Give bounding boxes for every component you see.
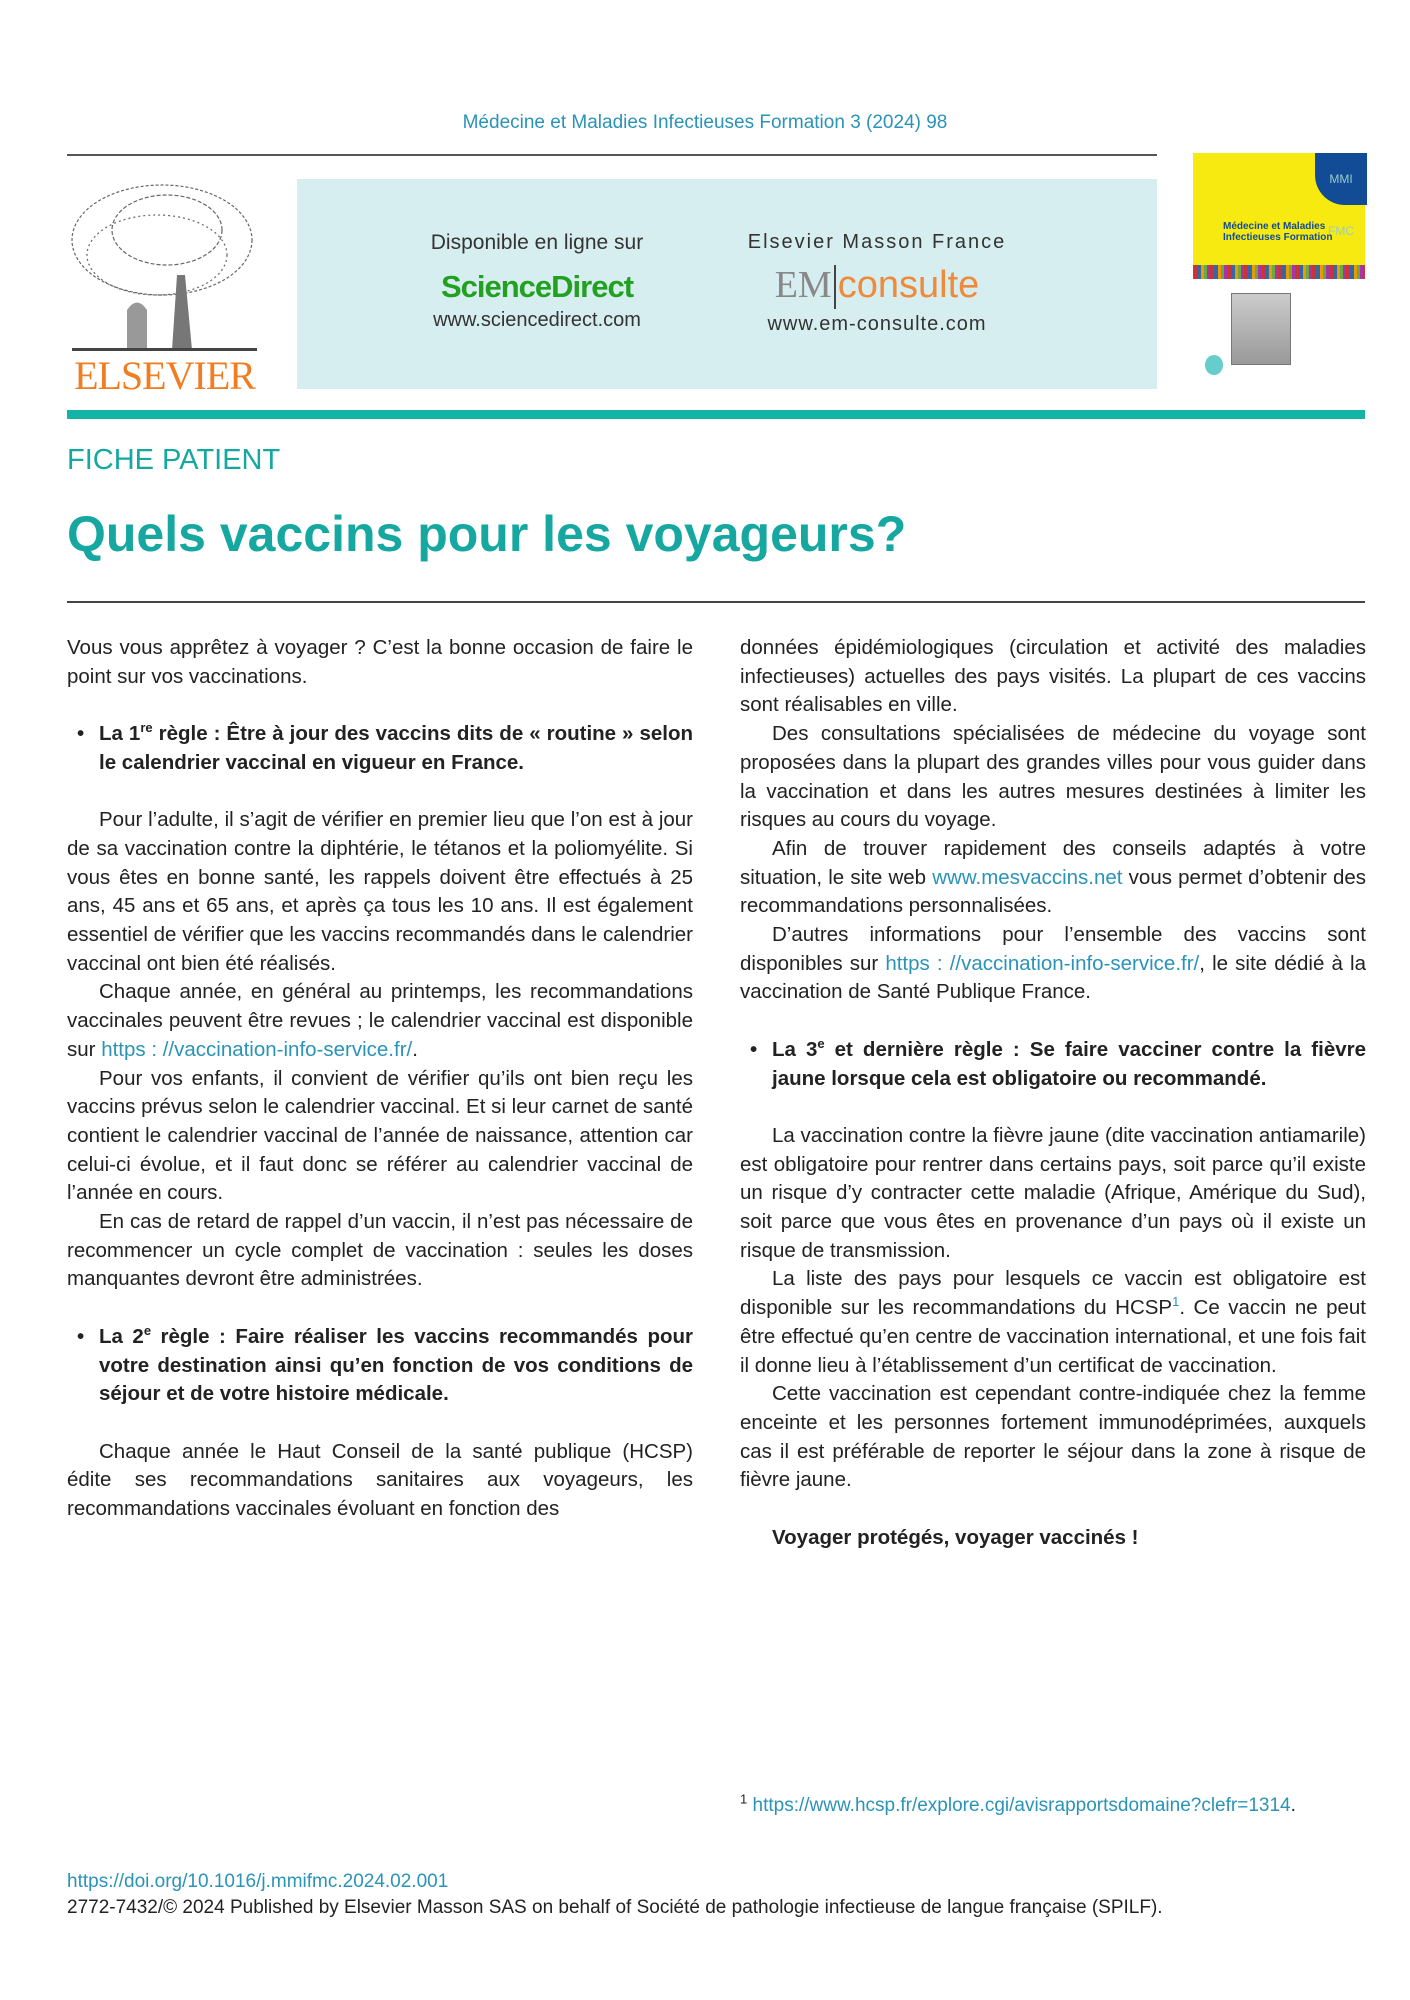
bullet-icon: •: [77, 722, 85, 746]
inline-link[interactable]: https : //vaccination-info-service.fr/: [885, 951, 1200, 975]
text-run: Cette vaccination est cependant contre-indiquée chez la femme enceinte et les personnes fortement immunodéprimées, auxquels cas il est préférable de reporter le séjour dans la zone à risque de fièvre jaune.: [740, 1382, 1366, 1492]
emconsulte-logo: [727, 263, 1027, 309]
publisher-label: Elsevier Masson France: [747, 231, 1007, 253]
emconsulte-url[interactable]: www.em-consulte.com: [767, 312, 987, 335]
article-type: FICHE PATIENT: [67, 444, 281, 476]
paragraph: [740, 1122, 1366, 1266]
consulte-logo-part: consulte: [837, 264, 980, 306]
text-run: règle : Faire réaliser les vaccins recommandés pour votre destination ainsi qu’en fonction de vos conditions de séjour et de votre histoire médicale.: [99, 1324, 693, 1406]
paragraph: [740, 1380, 1366, 1495]
inline-link[interactable]: www.mesvaccins.net: [932, 865, 1123, 889]
left-column: [67, 634, 693, 1524]
cover-badge: MMI FMC: [1315, 153, 1367, 205]
paragraph: [67, 806, 693, 978]
journal-citation: Médecine et Maladies Infectieuses Formation 3 (2024) 98: [462, 112, 948, 133]
text-run: . Ce vaccin ne peut être effectué qu’en centre de vaccination international, et une fois fait il donne lieu à l’établissement d’un certificat de vaccination.: [740, 1296, 1366, 1377]
text-run: D’autres informations pour l’ensemble des vaccins sont disponibles sur: [740, 923, 1366, 975]
closing-statement: [740, 1524, 1366, 1553]
text-run: Des consultations spécialisées de médecine du voyage sont proposées dans la plupart des grandes villes pour vous guider dans la vaccination et dans les autres mesures destinées à limiter les risques au cours du voyage.: [740, 722, 1366, 832]
text-run: Chaque année, en général au printemps, les recommandations vaccinales peuvent être revues ; le calendrier vaccinal est disponible sur: [67, 980, 693, 1061]
emconsulte-block[interactable]: [727, 231, 1027, 336]
em-logo-part: EM: [774, 264, 832, 306]
text-run: La 1: [99, 722, 141, 746]
text-run: règle : Être à jour des vaccins dits de « routine » selon le calendrier vaccinal en vigueur en France.: [99, 722, 693, 774]
elsevier-wordmark: ELSEVIER: [74, 353, 255, 398]
paragraph: [740, 1265, 1366, 1380]
paragraph: [67, 634, 693, 691]
text-run: Afin de trouver rapidement des conseils adaptés à votre situation, le site web: [740, 836, 1366, 889]
cover-stripes: [1193, 265, 1365, 279]
sciencedirect-logo: ScienceDirect: [440, 269, 634, 304]
text-run: données épidémiologiques (circulation et activité des maladies infectieuses) actuelles des pays visités. La plupart de ces vaccins sont réalisables en ville.: [740, 636, 1366, 717]
copyright-notice: 2772-7432/© 2024 Published by Elsevier Masson SAS on behalf of Société de pathologie infectieuse de langue française (SPILF).: [67, 1897, 1163, 1918]
right-column: [740, 634, 1366, 1552]
bullet-icon: •: [77, 1324, 85, 1348]
rule-heading: [67, 720, 693, 777]
rule-heading: [67, 1323, 693, 1409]
available-online-label: Disponible en ligne sur: [430, 231, 644, 254]
paragraph: [740, 720, 1366, 835]
sciencedirect-block[interactable]: [387, 231, 687, 332]
availability-banner: [297, 179, 1157, 389]
teal-divider: [67, 410, 1365, 419]
cover-society-logo: [1205, 355, 1223, 375]
paragraph: [740, 835, 1366, 921]
paragraph: [740, 921, 1366, 1007]
doi-link[interactable]: https://doi.org/10.1016/j.mmifmc.2024.02.001: [67, 1871, 449, 1892]
paragraph: [67, 1065, 693, 1209]
inline-link[interactable]: https : //vaccination-info-service.fr/: [101, 1037, 413, 1061]
text-run: Pour vos enfants, il convient de vérifier qu’ils ont bien reçu les vaccins prévus selon le calendrier vaccinal. Et si leur carnet de santé contient le calendrier vaccinal de l’année de naissance, attention car celui-ci évolue, et il faut donc se référer au calendrier vaccinal de l’année en cours.: [67, 1066, 693, 1205]
text-run: La 3: [772, 1037, 818, 1061]
text-run: , le site dédié à la vaccination de Santé Publique France.: [740, 951, 1366, 1004]
footnote-suffix: .: [1290, 1795, 1296, 1816]
paragraph: [67, 978, 693, 1064]
paragraph: [740, 634, 1366, 720]
rule-heading: [740, 1036, 1366, 1093]
text-run: Pour l’adulte, il s’agit de vérifier en premier lieu que l’on est à jour de sa vaccination contre la diphtérie, le tétanos et la poliomyélite. Si vous êtes en bonne santé, les rappels doivent être effectués à 25 ans, 45 ans et 65 ans, et après ça tous les 10 ans. Il est également essentiel de vérifier que les vaccins recommandés dans le calendrier vaccinal ont bien été réalisés.: [67, 808, 693, 975]
inline-link[interactable]: 1: [1172, 1294, 1180, 1310]
bullet-icon: •: [750, 1037, 758, 1061]
text-run: En cas de retard de rappel d’un vaccin, il n’est pas nécessaire de recommencer un cycle complet de vaccination : seules les doses manquantes devront être administrées.: [67, 1210, 693, 1291]
superscript: re: [140, 720, 153, 736]
cover-title: Médecine et Maladies Infectieuses Formation: [1223, 221, 1333, 243]
text-run: et dernière règle : Se faire vacciner contre la fièvre jaune lorsque cela est obligatoire ou recommandé.: [772, 1037, 1366, 1090]
superscript: e: [817, 1036, 825, 1051]
text-run: Vous vous apprêtez à voyager ? C’est la bonne occasion de faire le point sur vos vaccinations.: [67, 636, 693, 688]
header-divider: [67, 154, 1157, 156]
article-title: Quels vaccins pour les voyageurs?: [67, 506, 907, 562]
text-run: La 2: [99, 1324, 144, 1348]
text-run: .: [412, 1037, 418, 1061]
sciencedirect-url[interactable]: www.sciencedirect.com: [433, 309, 641, 331]
text-run: Chaque année le Haut Conseil de la santé publique (HCSP) édite ses recommandations sanitaires aux voyageurs, les recommandations vaccinales évoluant en fonction des: [67, 1439, 693, 1521]
text-run: Voyager protégés, voyager vaccinés !: [772, 1525, 1139, 1549]
text-run: La liste des pays pour lesquels ce vaccin est obligatoire est disponible sur les recommandations du HCSP: [740, 1267, 1366, 1320]
footnote-marker: 1: [740, 1791, 748, 1807]
text-run: vous permet d’obtenir des recommandations personnalisées.: [740, 865, 1367, 918]
journal-cover-thumbnail: [1193, 153, 1365, 385]
cover-lung-scan-image: [1231, 293, 1291, 365]
title-divider: [67, 601, 1365, 603]
paragraph: [67, 1438, 693, 1524]
logo-divider: [834, 265, 836, 309]
footnote: [740, 1792, 1340, 1819]
superscript: e: [143, 1323, 152, 1338]
paragraph: [67, 1208, 693, 1294]
footnote-link[interactable]: https://www.hcsp.fr/explore.cgi/avisrapportsdomaine?clefr=1314: [752, 1795, 1291, 1816]
text-run: La vaccination contre la fièvre jaune (dite vaccination antiamarile) est obligatoire pour rentrer dans certains pays, soit parce qu’il existe un risque d’y contracter cette maladie (Afrique, Amérique du Sud), soit parce que vous êtes en provenance d’un pays où il existe un risque de transmission.: [740, 1123, 1366, 1262]
